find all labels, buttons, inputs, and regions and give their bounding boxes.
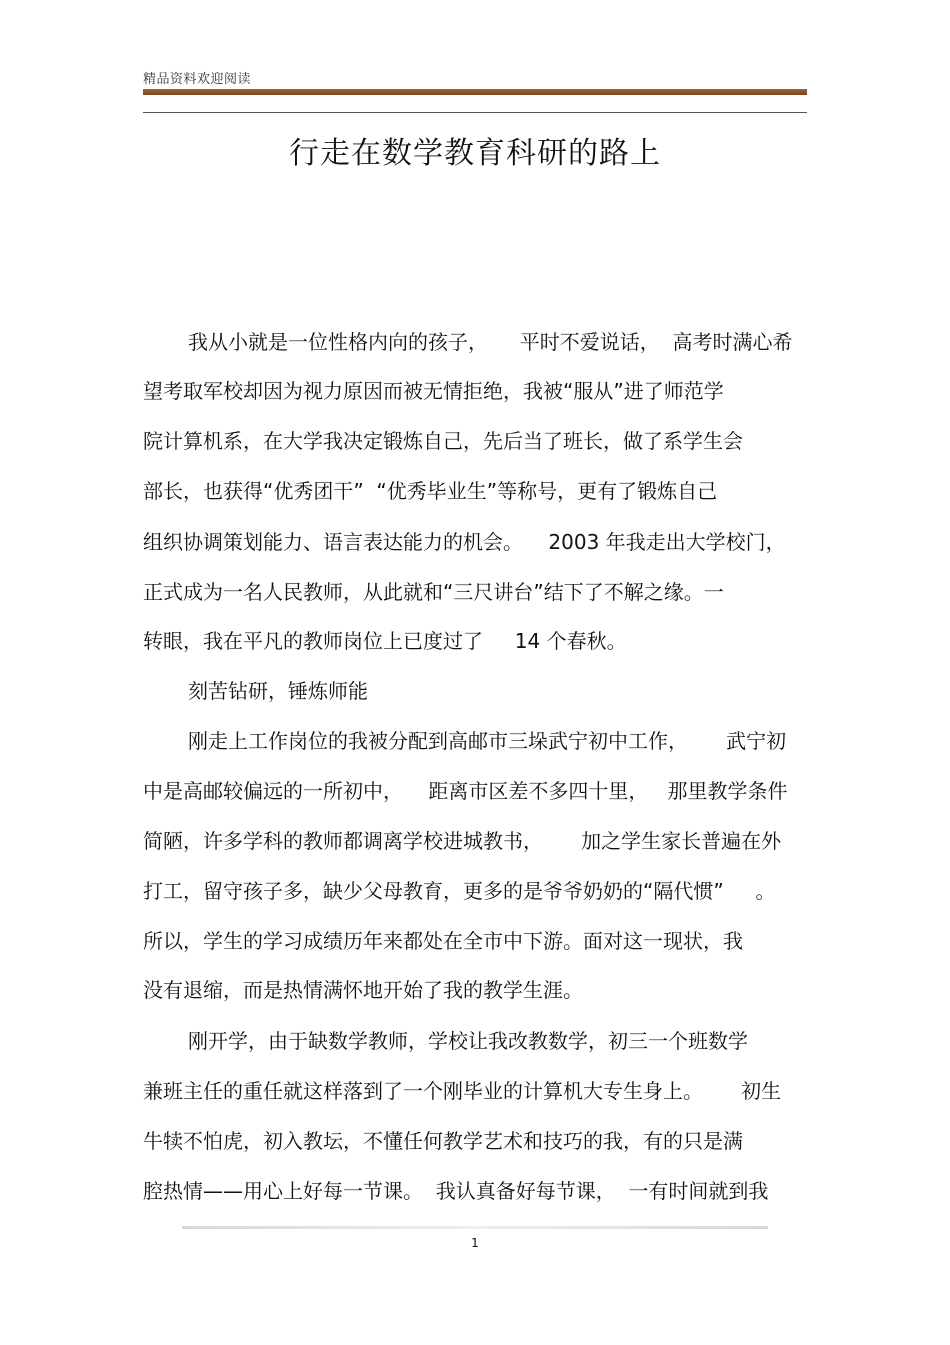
body-line: 院计算机系，在大学我决定锻炼自己，先后当了班长，做了系学生会 — [143, 429, 743, 453]
body-line: 望考取军校却因为视力原因而被无情拒绝，我被“服从”进了师范学 — [143, 379, 724, 403]
body-line: 简陋，许多学科的教师都调离学校进城教书， 加之学生家长普遍在外 — [143, 829, 782, 853]
header-rule-thin — [143, 112, 807, 113]
body-line: 没有退缩，而是热情满怀地开始了我的教学生涯。 — [143, 978, 583, 1002]
body-line: 所以，学生的学习成绩历年来都处在全市中下游。面对这一现状，我 — [143, 929, 743, 953]
footer-rule — [182, 1226, 768, 1229]
header-label: 精品资料欢迎阅读 — [143, 72, 252, 87]
document-title: 行走在数学教育科研的路上 — [289, 136, 661, 171]
body-line: 打工，留守孩子多，缺少父母教育，更多的是爷爷奶奶的“隔代惯” 。 — [143, 879, 776, 903]
body-line: 腔热情——用心上好每一节课。 我认真备好每节课， 一有时间就到我 — [143, 1179, 769, 1203]
body-line: 正式成为一名人民教师，从此就和“三尺讲台”结下了不解之缘。一 — [143, 580, 724, 604]
header-rule-brown — [143, 89, 807, 95]
body-line: 兼班主任的重任就这样落到了一个刚毕业的计算机大专生身上。 初生 — [143, 1079, 782, 1103]
body-line: 组织协调策划能力、语言表达能力的机会。 2003 年我走出大学校门， — [143, 530, 786, 554]
body-line: 牛犊不怕虎，初入教坛，不懂任何教学艺术和技巧的我，有的只是满 — [143, 1129, 743, 1153]
body-line: 部长，也获得“优秀团干” “优秀毕业生”等称号，更有了锻炼自己 — [143, 479, 718, 503]
page-number: 1 — [471, 1236, 479, 1250]
section-heading: 刻苦钻研，锤炼师能 — [188, 679, 368, 703]
body-line: 我从小就是一位性格内向的孩子， 平时不爱说话， 高考时满心希 — [188, 330, 793, 354]
body-line: 刚开学，由于缺数学教师，学校让我改教数学，初三一个班数学 — [188, 1029, 748, 1053]
body-line: 中是高邮较偏远的一所初中， 距离市区差不多四十里， 那里教学条件 — [143, 779, 788, 803]
body-line: 刚走上工作岗位的我被分配到高邮市三垛武宁初中工作， 武宁初 — [188, 729, 787, 753]
body-line: 转眼，我在平凡的教师岗位上已度过了 14 个春秋。 — [143, 629, 627, 653]
